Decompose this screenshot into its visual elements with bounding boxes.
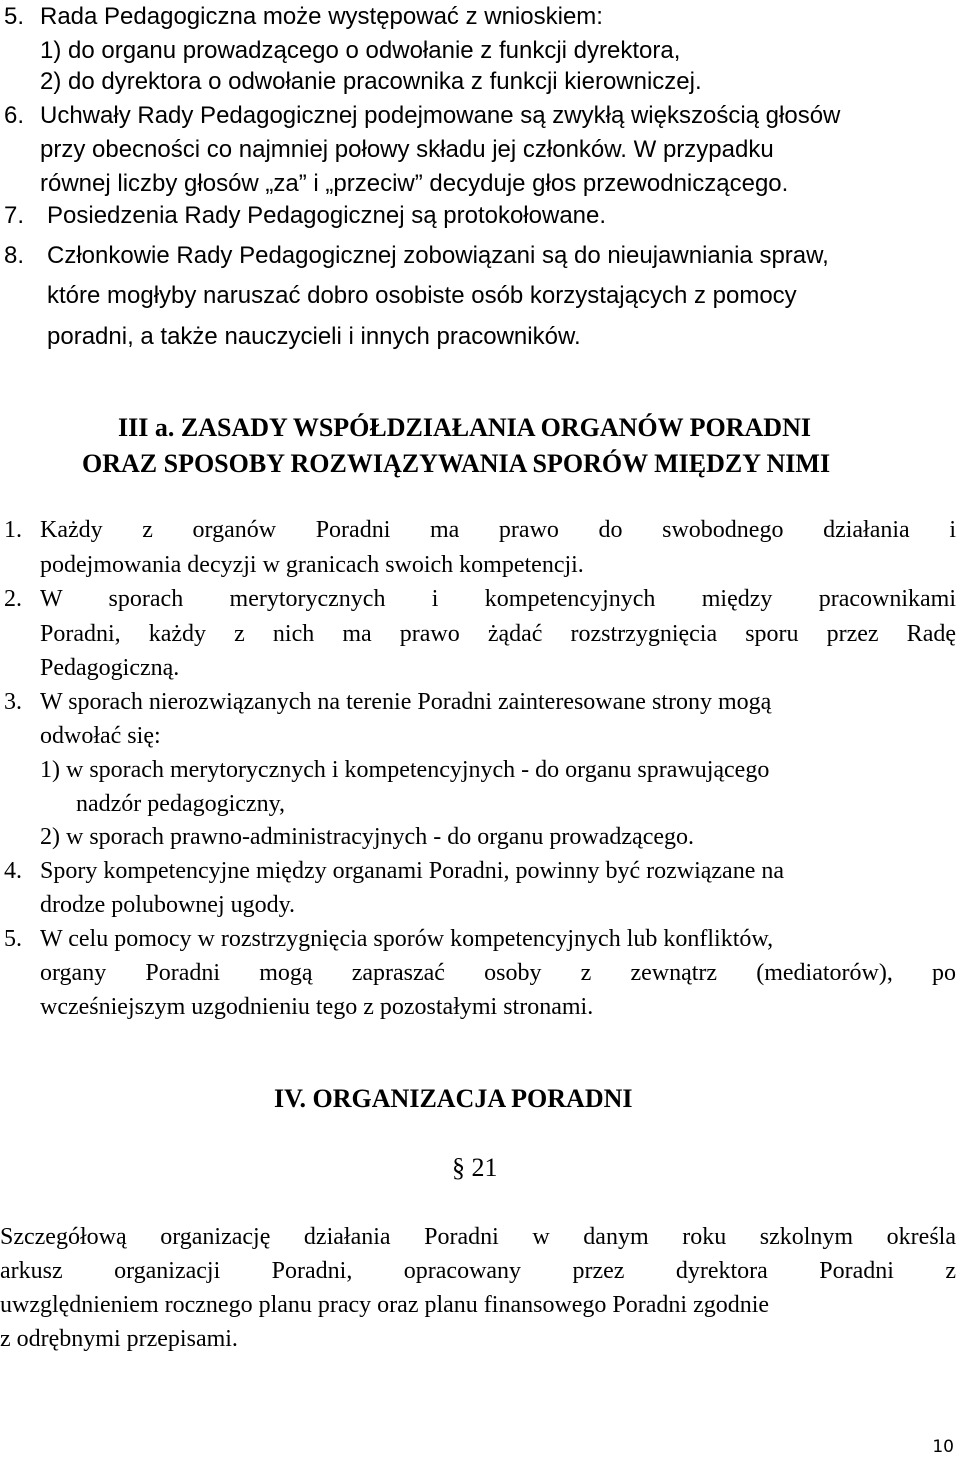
section-4-line-2: arkusz organizacji Poradni, opracowany przez dyrektora Poradni z xyxy=(0,1258,956,1284)
item-6-number: 6. xyxy=(4,102,25,129)
sec3a-item-5-line-1: W celu pomocy w rozstrzygnięcia sporów kompetencyjnych lub konfliktów, xyxy=(40,926,774,952)
sec3a-item-3-line-1: W sporach nierozwiązanych na terenie Poradni zainteresowane strony mogą xyxy=(40,689,772,715)
item-8-number: 8. xyxy=(4,242,25,269)
sec3a-item-4-line-2: drodze polubownej ugody. xyxy=(40,892,296,918)
page-number: 10 xyxy=(932,1437,954,1457)
sec3a-item-2-line-2: Poradni, każdy z nich ma prawo żądać rozstrzygnięcia sporu przez Radę xyxy=(40,621,956,647)
sec3a-item-1-number: 1. xyxy=(4,517,22,543)
sec3a-item-2-line-3: Pedagogiczną. xyxy=(40,655,180,681)
section-3a-title-line-2: ORAZ SPOSOBY ROZWIĄZYWANIA SPORÓW MIĘDZY NIMI xyxy=(82,449,831,478)
sec3a-item-2-line-1: W sporach merytorycznych i kompetencyjnych między pracownikami xyxy=(40,586,956,612)
sec3a-item-5-line-3: wcześniejszym uzgodnieniu tego z pozostałymi stronami. xyxy=(40,994,594,1020)
item-8-line-3: poradni, a także nauczycieli i innych pracowników. xyxy=(47,323,581,350)
sec3a-item-4-line-1: Spory kompetencyjne między organami Poradni, powinny być rozwiązane na xyxy=(40,858,785,884)
item-8-line-2: które mogłyby naruszać dobro osobiste osób korzystających z pomocy xyxy=(47,282,797,309)
section-3a-title-line-1: III a. ZASADY WSPÓŁDZIAŁANIA ORGANÓW PORADNI xyxy=(118,413,811,442)
sec3a-item-3-sub-1: 1) w sporach merytorycznych i kompetencyjnych - do organu sprawującego xyxy=(40,757,770,783)
paragraph-21-heading: § 21 xyxy=(452,1153,498,1182)
item-7-text: Posiedzenia Rady Pedagogicznej są protokołowane. xyxy=(47,202,607,229)
sec3a-item-3-sub-2: 2) w sporach prawno-administracyjnych - do organu prowadzącego. xyxy=(40,824,694,850)
sec3a-item-5-line-2: organy Poradni mogą zapraszać osoby z zewnątrz (mediatorów), po xyxy=(40,960,956,986)
sec3a-item-1-line-2: podejmowania decyzji w granicach swoich kompetencji. xyxy=(40,552,584,578)
sec3a-item-2-number: 2. xyxy=(4,586,22,612)
sec3a-item-3-sub-1-cont: nadzór pedagogiczny, xyxy=(76,791,286,817)
sec3a-item-5-number: 5. xyxy=(4,926,22,952)
item-5-text: Rada Pedagogiczna może występować z wnioskiem: xyxy=(40,3,603,30)
item-5-number: 5. xyxy=(4,3,25,30)
item-5-sub-1: 1) do organu prowadzącego o odwołanie z funkcji dyrektora, xyxy=(40,37,681,64)
item-7-number: 7. xyxy=(4,202,25,229)
item-6-line-1: Uchwały Rady Pedagogicznej podejmowane są zwykłą większością głosów xyxy=(40,102,841,129)
section-4-title: IV. ORGANIZACJA PORADNI xyxy=(274,1084,633,1113)
item-8-line-1: Członkowie Rady Pedagogicznej zobowiązani są do nieujawniania spraw, xyxy=(47,242,829,269)
sec3a-item-3-number: 3. xyxy=(4,689,22,715)
sec3a-item-4-number: 4. xyxy=(4,858,22,884)
sec3a-item-1-line-1: Każdy z organów Poradni ma prawo do swobodnego działania i xyxy=(40,517,956,543)
item-5-sub-2: 2) do dyrektora o odwołanie pracownika z funkcji kierowniczej. xyxy=(40,68,702,95)
item-6-line-2: przy obecności co najmniej połowy składu jej członków. W przypadku xyxy=(40,136,774,163)
section-4-line-1: Szczegółową organizację działania Poradni w danym roku szkolnym określa xyxy=(0,1224,956,1250)
section-4-line-4: z odrębnymi przepisami. xyxy=(0,1326,238,1352)
sec3a-item-3-line-2: odwołać się: xyxy=(40,723,161,749)
section-4-line-3: uwzględnieniem rocznego planu pracy oraz planu finansowego Poradni zgodnie xyxy=(0,1292,770,1318)
item-6-line-3: równej liczby głosów „za” i „przeciw” decyduje głos przewodniczącego. xyxy=(40,170,789,197)
